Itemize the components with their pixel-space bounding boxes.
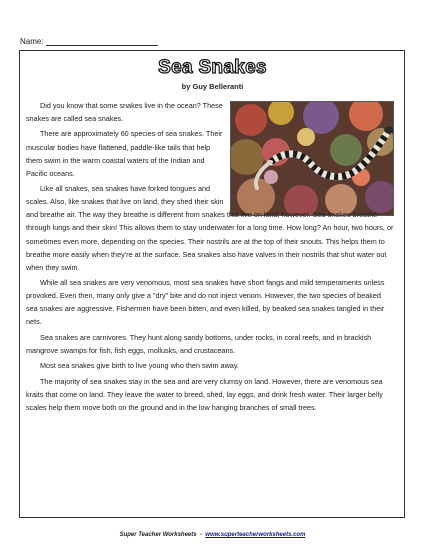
- article-body: [26, 99, 394, 416]
- footer-brand: Super Teacher Worksheets: [119, 532, 197, 538]
- footer-url-link[interactable]: www.superteacherworksheets.com: [205, 532, 306, 538]
- name-label: Name:: [20, 37, 44, 46]
- paragraph: While all sea snakes are very venomous, most sea snakes have short fangs and mild temperaments unless provoked. Even then, many only give a "dry" bite and do not inject venom. However, the two species of beaked sea snakes are aggressive. Fishermen have been bitten, and even killed, by beaked sea snakes tangled in their nets.: [26, 278, 385, 327]
- paragraph: The majority of sea snakes stay in the sea and are very clumsy on land. However, there are venomous sea kraits that come on land. They leave the water to breed, shed, lay eggs, and drink fresh water. Their larger belly scales help them move both on the ground and in the low hanging branches of small trees.: [26, 376, 383, 412]
- footer-separator: -: [199, 532, 202, 538]
- paragraph: Sea snakes are carnivores. They hunt along sandy bottoms, under rocks, in coral reefs, and in brackish mangrove swamps for fish, fish eggs, mollusks, and crustaceans.: [26, 332, 372, 355]
- paragraph: Like all snakes, sea snakes have forked tongues and scales. Also, like snakes that live on land, they shed their skin and breathe air. The way they breathe is different from snakes that live on land, however. Sea snakes breathe through lungs and their skin! This allows them to stay underwater for a long time. How long? An hour, two hours, or sometimes even more, depending on the species. Their nostrils are at the top of their snouts. This helps them to breathe more easily when they're at the surface. Sea snakes also have valves in their nostrils that shut water out when they swim.: [26, 184, 394, 272]
- paragraph: Most sea snakes give birth to live young who then swim away.: [40, 361, 239, 371]
- paragraph: There are approximately 60 species of sea snakes. Their muscular bodies have flattened, paddle-like tails that help them swim in the warm coastal waters of the Indian and Pacific oceans.: [26, 129, 223, 178]
- footer: [0, 532, 425, 538]
- page-title: Sea Snakes: [158, 57, 267, 78]
- name-blank-line[interactable]: [46, 37, 158, 46]
- name-field: [20, 37, 158, 46]
- paragraph: Did you know that some snakes live in the ocean? These snakes are called sea snakes.: [26, 101, 223, 124]
- byline: by Guy Belleranti: [181, 82, 244, 91]
